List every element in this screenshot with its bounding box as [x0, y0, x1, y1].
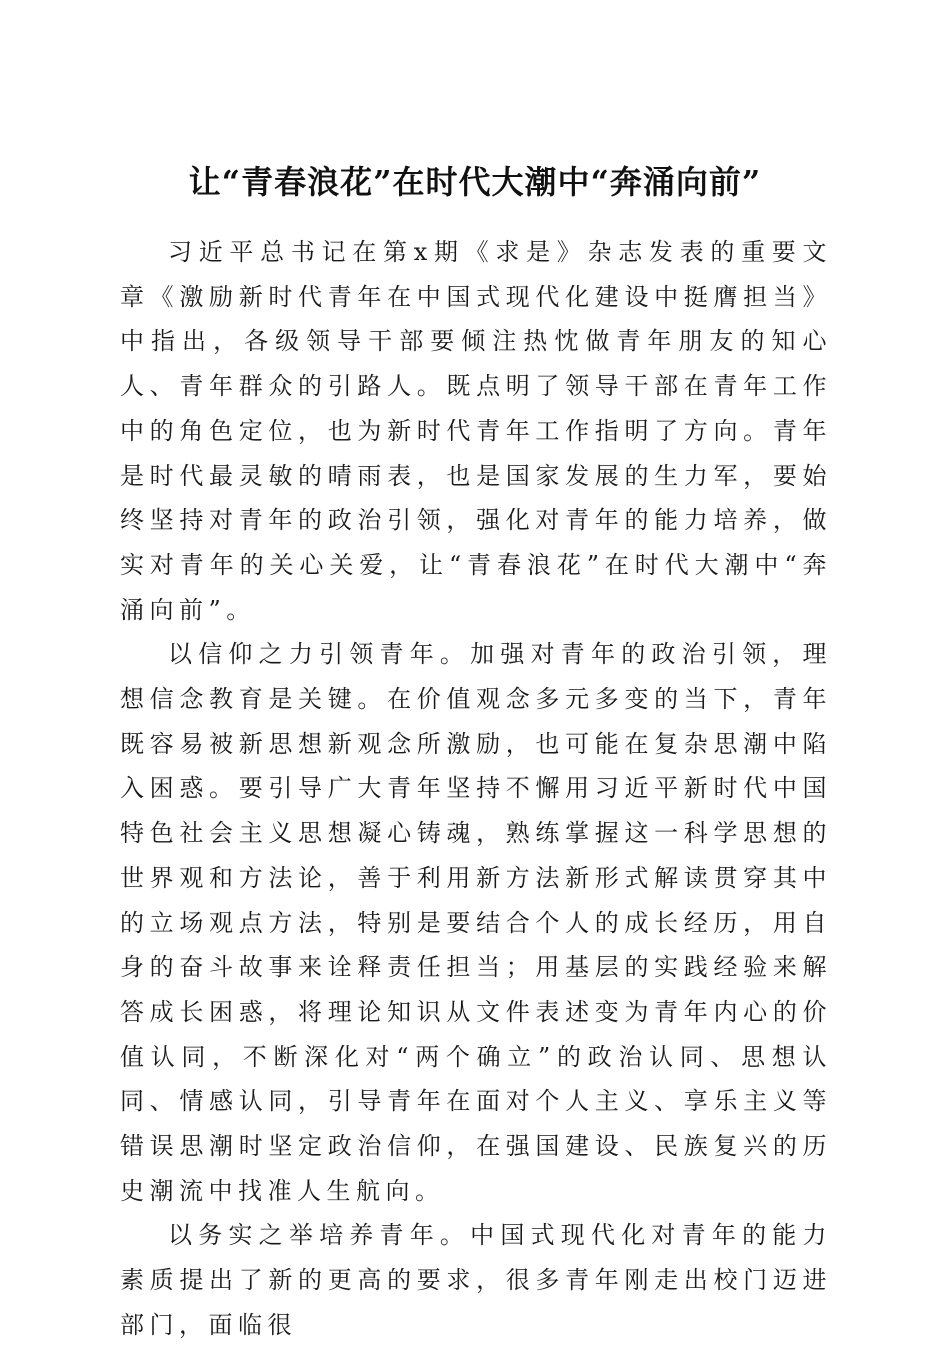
paragraph-belief: 以信仰之力引领青年。加强对青年的政治引领，理想信念教育是关键。在价值观念多元多变的当下，青年既容易被新思想新观念所激励，也可能在复杂思潮中陷入困惑。要引导广大青年坚持不懈用习近平新时代中国特色社会主义思想凝心铸魂，熟练掌握这一科学思想的世界观和方法论，善于利用新方法新形式解读贯穿其中的立场观点方法，特别是要结合个人的成长经历，用自身的奋斗故事来诠释责任担当；用基层的实践经验来解答成长困惑，将理论知识从文件表述变为青年内心的价值认同，不断深化对“两个确立”的政治认同、思想认同、情感认同，引导青年在面对个人主义、享乐主义等错误思潮时坚定政治信仰，在强国建设、民族复兴的历史潮流中找准人生航向。 [120, 640, 832, 1205]
document-body [120, 230, 832, 1348]
paragraph-practice: 以务实之举培养青年。中国式现代化对青年的能力素质提出了新的更高的要求，很多青年刚走出校门迈进部门，面临很 [120, 1221, 832, 1339]
document-title: 让“青春浪花”在时代大潮中“奔涌向前” [188, 163, 762, 202]
paragraph-intro: 习近平总书记在第x期《求是》杂志发表的重要文章《激励新时代青年在中国式现代化建设中挺膺担当》中指出，各级领导干部要倾注热忱做青年朋友的知心人、青年群众的引路人。既点明了领导干部在青年工作中的角色定位，也为新时代青年工作指明了方向。青年是时代最灵敏的晴雨表，也是国家发展的生力军，要始终坚持对青年的政治引领，强化对青年的能力培养，做实对青年的关心关爱，让“青春浪花”在时代大潮中“奔涌向前”。 [120, 238, 832, 624]
